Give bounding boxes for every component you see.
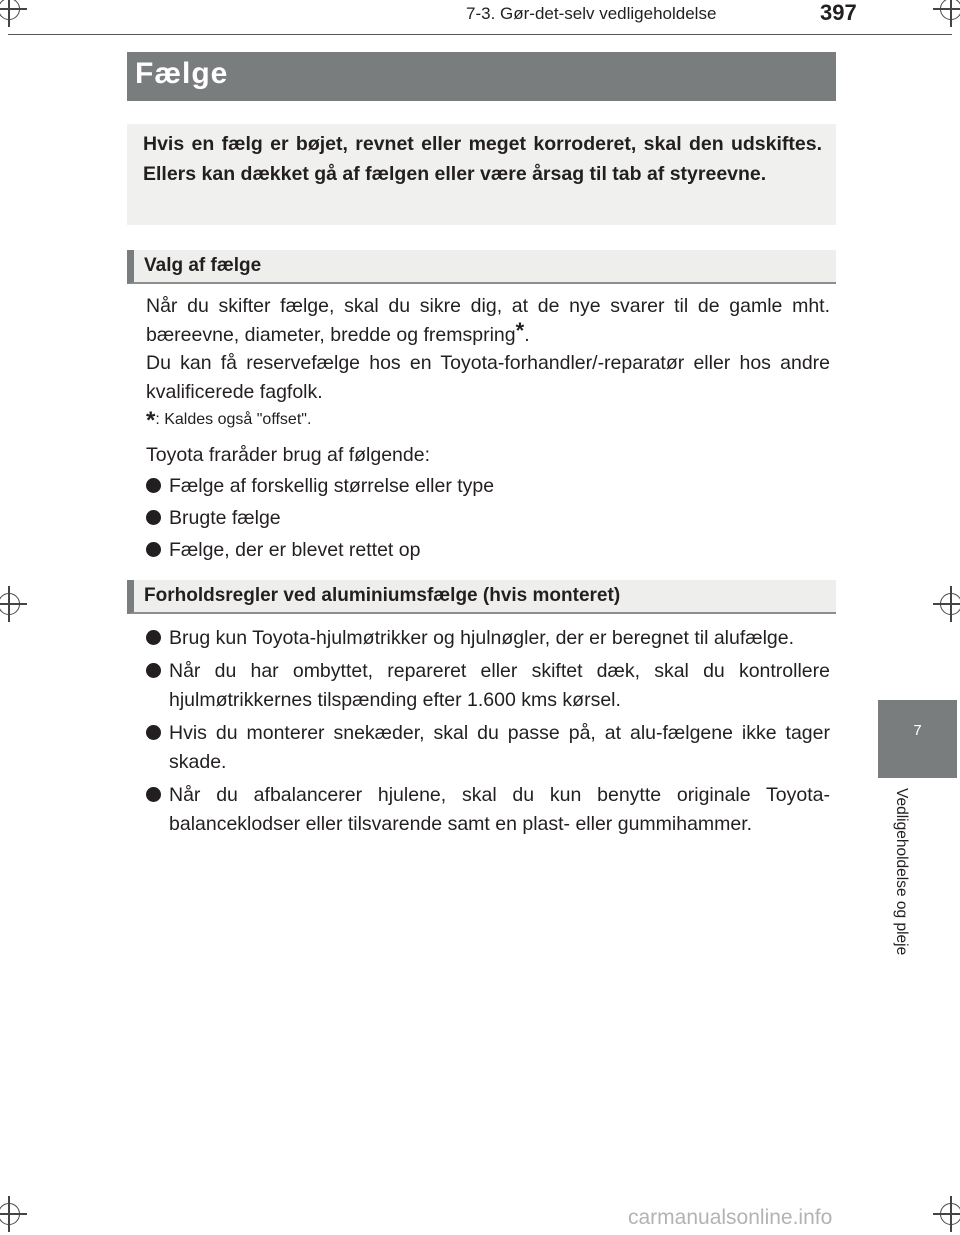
bullet-icon <box>146 542 161 557</box>
list-item: Når du afbalancerer hjulene, skal du kun benytte originale Toyota-balanceklodser eller tilsvarende samt en plast- eller gummihammer. <box>146 781 830 839</box>
list-item: Når du har ombyttet, repareret eller skiftet dæk, skal du kontrollere hjulmøtrikkernes tilspænding efter 1.600 kms kørsel. <box>146 657 830 715</box>
registration-mark-bottom-right <box>940 1203 960 1225</box>
footnote <box>146 403 312 434</box>
page-title: Fælge <box>135 57 229 90</box>
list-item: Hvis du monterer snekæder, skal du passe på, at alu-fælgene ikke tager skade. <box>146 719 830 777</box>
paragraph-rim-replacement: Når du skifter fælge, skal du sikre dig, at de nye svarer til de gamle mht. bæreevne, diameter, bredde og fremspring*. <box>146 295 830 346</box>
title-bar <box>127 52 836 101</box>
registration-mark-bottom-left <box>0 1203 20 1225</box>
bullet-icon <box>146 478 161 493</box>
list-item: Brug kun Toyota-hjulmøtrikker og hjulnøgler, der er beregnet til alufælge. <box>146 624 830 653</box>
section-heading-rim-selection <box>127 250 836 284</box>
not-recommended-list <box>146 472 830 568</box>
intro-text: Hvis en fælg er bøjet, revnet eller meget korroderet, skal den udskiftes. Ellers kan dækket gå af fælgen eller være årsag til tab af styreevne. <box>143 133 822 185</box>
list-item: Fælge af forskellig størrelse eller type <box>146 472 830 501</box>
registration-mark-top-right <box>940 0 960 20</box>
chapter-title: Vedligeholdelse og pleje <box>893 788 910 956</box>
list-intro: Toyota fraråder brug af følgende: <box>146 444 430 466</box>
bullet-icon <box>146 510 161 525</box>
list-item: Brugte fælge <box>146 504 830 533</box>
header-rule <box>8 34 952 35</box>
bullet-icon <box>146 787 161 802</box>
chapter-number: 7 <box>913 722 922 739</box>
paragraph-spare-rims: Du kan få reservefælge hos en Toyota-forhandler/-reparatør eller hos andre kvalificerede fagfolk. <box>146 352 830 403</box>
registration-mark-mid-right <box>940 593 960 615</box>
registration-mark-mid-left <box>0 593 20 615</box>
bullet-icon <box>146 630 161 645</box>
section-heading-text: Forholdsregler ved aluminiumsfælge (hvis monteret) <box>144 585 621 606</box>
section-heading-text: Valg af fælge <box>144 255 262 276</box>
page-number: 397 <box>820 0 857 25</box>
intro-box <box>127 124 836 225</box>
chapter-tab[interactable] <box>878 700 957 778</box>
section-heading-aluminium-precautions <box>127 580 836 614</box>
watermark: carmanualsonline.info <box>628 1206 833 1229</box>
footnote-text: : Kaldes også "offset". <box>155 411 312 428</box>
registration-mark-top-left <box>0 0 20 20</box>
aluminium-precautions-list <box>146 624 830 843</box>
footnote-star: * <box>146 407 156 434</box>
bullet-icon <box>146 663 161 678</box>
list-item: Fælge, der er blevet rettet op <box>146 536 830 565</box>
bullet-icon <box>146 725 161 740</box>
running-head: 7-3. Gør-det-selv vedligeholdelse <box>466 4 717 23</box>
footnote-marker: * <box>515 318 525 343</box>
